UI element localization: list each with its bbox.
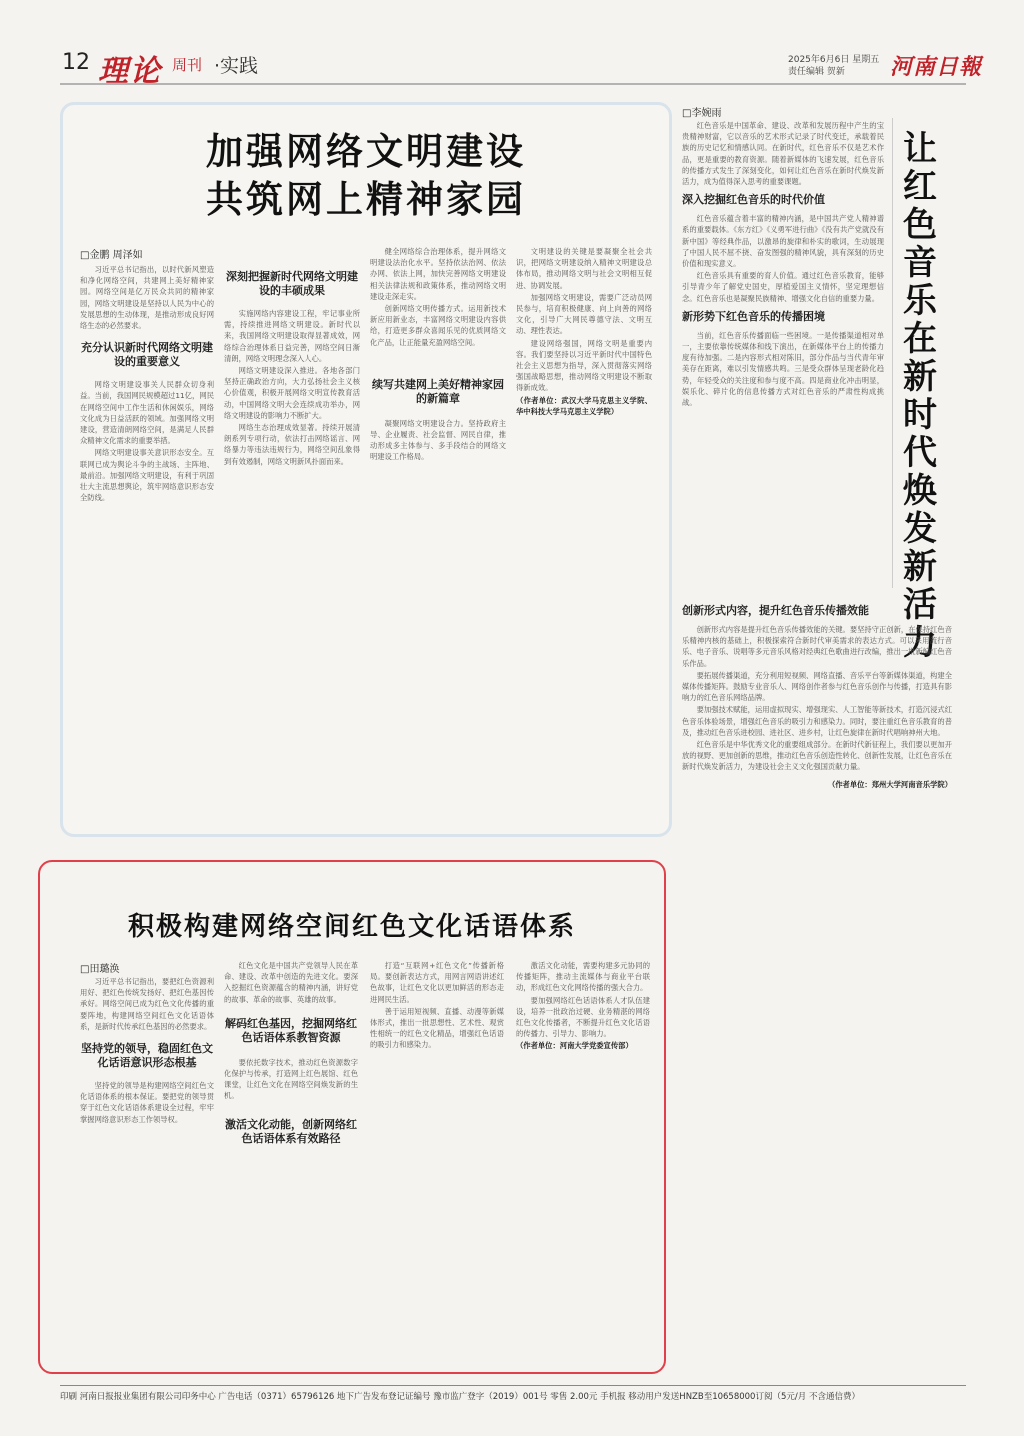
paragraph: 习近平总书记指出，以时代新风塑造和净化网络空间，共建网上美好精神家园。网络空间是亿万民众共同的精神家园，网络文明建设是坚持以人民为中心的发展思想的生动体现，是推动形成良好网络生态的必然要求。 <box>80 265 214 331</box>
issue-date: 2025年6月6日 星期五 <box>788 55 880 65</box>
article-1-byline: □金鹏 周泽如 <box>80 250 143 261</box>
paragraph: 要拓展传播渠道，充分利用短视频、网络直播、音乐平台等新媒体渠道，构建全媒体传播矩阵。鼓励专业音乐人、网络创作者参与红色音乐创作与传播，打造具有影响力的红色音乐网络品牌。 <box>682 670 952 703</box>
article-2-subhead-1: 坚持党的领导，稳固红色文化话语意识形态根基 <box>81 1042 213 1070</box>
article-2-title: 积极构建网络空间红色文化话语体系 <box>127 912 576 942</box>
article-3-affiliation: （作者单位：郑州大学河南音乐学院） <box>827 779 952 789</box>
article-2-affiliation: （作者单位：河南大学党委宣传部） <box>516 1041 633 1051</box>
paragraph: 实施网络内容建设工程，牢记事业所需，持续推进网络文明建设。新时代以来，我国网络文明建设取得显著成效，网络综合治理体系日益完善，网络空间日渐清朗，网络文明理念深入人心。 <box>224 309 360 363</box>
newspaper-logo: 河南日報 <box>890 54 983 80</box>
paragraph: 打造“互联网+红色文化”传播新格局。要创新表达方式，用网言网语讲述红色故事，让红色文化以更加鲜活的形态走进网民生活。 <box>370 961 504 1004</box>
article-3-title: 让红色音乐在新时代焕发新活力 <box>903 129 937 663</box>
article-3-column-upper <box>682 120 884 590</box>
article-1-subhead-1: 充分认识新时代网络文明建设的重要意义 <box>81 341 213 369</box>
article-3-subhead-3: 创新形式内容，提升红色音乐传播效能 <box>682 604 869 617</box>
imprint-footer: 印刷 河南日报报业集团有限公司印务中心 广告电话（0371）65796126 地下广告发布登记证编号 豫市监广登字（2019）001号 零售 2.00元 手机报 移动用户发送HNZB至10658000订阅（5元/月 不含通信费） <box>60 1392 860 1402</box>
article-1-column-4 <box>516 246 652 824</box>
section-sub-label: 周刊 <box>172 56 203 74</box>
article-1-column-3 <box>370 246 506 824</box>
paragraph: 红色音乐蕴含着丰富的精神内涵，是中国共产党人精神谱系的重要载体。《东方红》《义勇军进行曲》《没有共产党就没有新中国》等经典作品，以激昂的旋律和朴实的歌词，生动展现了中国人民不屈不挠、奋发图强的精神风貌，具有深刻的历史价值和现实意义。 <box>682 214 884 269</box>
article-1-title-line-2: 共筑网上精神家园 <box>206 178 526 221</box>
responsible-editor: 责任编辑 贺新 <box>788 67 845 77</box>
article-1-affiliation: （作者单位：武汉大学马克思主义学院、华中科技大学马克思主义学院） <box>516 395 652 416</box>
section-name: ·实践 <box>214 55 259 77</box>
section-logo: 理论 <box>98 54 162 89</box>
article-3-title-separator <box>892 118 893 588</box>
article-2-column-3 <box>370 960 504 1364</box>
paragraph: 加强网络文明建设，需要广泛动员网民参与，培育积极健康、向上向善的网络文化，引导广大网民尊德守法、文明互动、理性表达。 <box>516 292 652 336</box>
paragraph: 健全网络综合治理体系，提升网络文明建设法治化水平。坚持依法治网、依法办网、依法上网，加快完善网络文明建设相关法律法规和政策体系，推动网络文明建设走深走实。 <box>370 247 506 301</box>
paragraph: 激活文化动能，需要构建多元协同的传播矩阵，推动主流媒体与商业平台联动，形成红色文化网络传播的强大合力。 <box>516 961 650 993</box>
paragraph: 要加强技术赋能，运用虚拟现实、增强现实、人工智能等新技术，打造沉浸式红色音乐体验场景，增强红色音乐的吸引力和感染力。同时，要注重红色音乐教育的普及，推动红色音乐进校园、进社区、进乡村，让红色旋律在新时代唱响神州大地。 <box>682 705 952 737</box>
paragraph: 网络生态治理成效显著。持续开展清朗系列专项行动，依法打击网络谣言、网络暴力等违法违规行为，网络空间乱象得到有效遏制，网络文明新风扑面而来。 <box>224 423 360 466</box>
paragraph: 当前，红色音乐传播面临一些困境。一是传播渠道相对单一，主要依靠传统媒体和线下演出，在新媒体平台上的传播力度有待加强。二是内容形式相对陈旧，部分作品与当代青年审美存在距离，难以引发情感共鸣。三是受众群体呈现老龄化趋势，年轻受众的关注度和参与度不高。四是商业化冲击明显，娱乐化、碎片化的信息传播方式对红色音乐的严肃性构成挑战。 <box>682 330 884 408</box>
article-2-column-2 <box>224 960 358 1364</box>
paragraph: 网络文明建设事关人民群众切身利益。当前，我国网民规模超过11亿，网民在网络空间中工作生活和休闲娱乐，网络文化成为日益活跃的领域。加强网络文明建设，营造清朗网络空间，是满足人民群众精神文化需求的重要举措。 <box>80 380 214 446</box>
article-2-column-4 <box>516 960 650 1364</box>
paragraph: 红色音乐具有重要的育人价值。通过红色音乐教育，能够引导青少年了解党史国史，厚植爱国主义情怀，坚定理想信念。红色音乐也是凝聚民族精神、增强文化自信的重要力量。 <box>682 271 884 303</box>
article-1-subhead-3: 续写共建网上美好精神家园的新篇章 <box>372 377 504 405</box>
article-3-byline: □李婉雨 <box>682 108 722 119</box>
paragraph: 要依托数字技术，推动红色资源数字化保护与传承，打造网上红色展馆、红色课堂，让红色文化在网络空间焕发新的生机。 <box>224 1057 358 1101</box>
footer-rule <box>60 1385 966 1386</box>
paragraph: 坚持党的领导是构建网络空间红色文化话语体系的根本保证。要把党的领导贯穿于红色文化话语体系建设全过程，牢牢掌握网络意识形态工作领导权。 <box>80 1081 214 1124</box>
article-2-subhead-2: 解码红色基因，挖掘网络红色话语体系教智资源 <box>225 1016 357 1044</box>
paragraph: 网络文明建设事关意识形态安全。互联网已成为舆论斗争的主战场、主阵地、最前沿。加强网络文明建设，有利于巩固壮大主流思想舆论，筑牢网络意识形态安全防线。 <box>80 448 214 503</box>
article-2-column-1 <box>80 976 214 1364</box>
article-1-column-1 <box>80 264 214 824</box>
paragraph: 习近平总书记指出，要把红色资源利用好、把红色传统发扬好、把红色基因传承好。网络空间已成为红色文化传播的重要阵地，构建网络空间红色文化话语体系，是新时代传承红色基因的必然要求。 <box>80 977 214 1031</box>
article-3-subhead-1: 深入挖掘红色音乐的时代价值 <box>682 193 825 207</box>
header-rule <box>60 83 966 85</box>
paragraph: 凝聚网络文明建设合力。坚持政府主导、企业履责、社会监督、网民自律，推动形成多主体参与、多手段结合的网络文明建设工作格局。 <box>370 418 506 462</box>
paragraph: 红色音乐是中国革命、建设、改革和发展历程中产生的宝贵精神财富，它以音乐的艺术形式记录了时代变迁，承载着民族的历史记忆和情感认同。在新时代，红色音乐不仅是艺术作品，更是重要的教育资源。随着新媒体的飞速发展，红色音乐的传播方式发生了深刻变化，如何让红色音乐在新时代焕发新活力，成为值得深入思考的重要课题。 <box>682 121 884 187</box>
article-1-subhead-2: 深刻把握新时代网络文明建设的丰硕成果 <box>226 270 358 297</box>
paragraph: 创新网络文明传播方式。运用新技术新应用新业态，丰富网络文明建设内容供给，打造更多群众喜闻乐见的优质网络文化产品，让正能量充盈网络空间。 <box>370 304 506 347</box>
article-1-title-line-1: 加强网络文明建设 <box>206 130 526 173</box>
paragraph: 建设网络强国，网络文明是重要内容。我们要坚持以习近平新时代中国特色社会主义思想为指导，深入贯彻落实网络强国战略思想，推动网络文明建设不断取得新成效。 <box>516 338 652 393</box>
paragraph: 红色音乐是中华优秀文化的重要组成部分。在新时代新征程上，我们要以更加开放的视野、更加创新的思维，推动红色音乐创造性转化、创新性发展，让红色音乐在新时代焕发新活力，为建设社会主义文化强国贡献力量。 <box>682 740 952 772</box>
article-2-subhead-3: 激活文化动能，创新网络红色话语体系有效路径 <box>225 1117 357 1145</box>
paragraph: 红色文化是中国共产党领导人民在革命、建设、改革中创造的先进文化。要深入挖掘红色资源蕴含的精神内涵，讲好党的故事、革命的故事、英雄的故事。 <box>224 961 358 1004</box>
article-1-column-2 <box>224 246 360 824</box>
article-3-subhead-2: 新形势下红色音乐的传播困境 <box>682 309 825 323</box>
article-3-column-lower <box>682 598 952 1368</box>
paragraph: 创新形式内容是提升红色音乐传播效能的关键。要坚持守正创新，在保持红色音乐精神内核的基础上，积极探索符合新时代审美需求的表达方式。可以采用流行音乐、电子音乐、说唱等多元音乐风格对经典红色歌曲进行改编，推出一批新编红色音乐作品。 <box>682 625 952 668</box>
page-number: 12 <box>62 50 90 75</box>
article-1-title <box>60 128 672 224</box>
paragraph: 网络文明建设深入推进。各地各部门坚持正确政治方向，大力弘扬社会主义核心价值观，积极开展网络文明宣传教育活动，中国网络文明大会连续成功举办，网络文明建设的影响力不断扩大。 <box>224 366 360 420</box>
paragraph: 要加强网络红色话语体系人才队伍建设，培养一批政治过硬、业务精湛的网络红色文化传播者，不断提升红色文化话语的传播力、引导力、影响力。 <box>516 995 650 1039</box>
paragraph: 善于运用短视频、直播、动漫等新媒体形式，推出一批思想性、艺术性、观赏性相统一的红色文化精品，增强红色话语的吸引力和感染力。 <box>370 1006 504 1050</box>
paragraph: 文明建设的关键是要凝聚全社会共识，把网络文明建设纳入精神文明建设总体布局，推动网络文明与社会文明相互促进、协调发展。 <box>516 247 652 290</box>
article-2-byline: □田璐涣 <box>80 964 120 975</box>
